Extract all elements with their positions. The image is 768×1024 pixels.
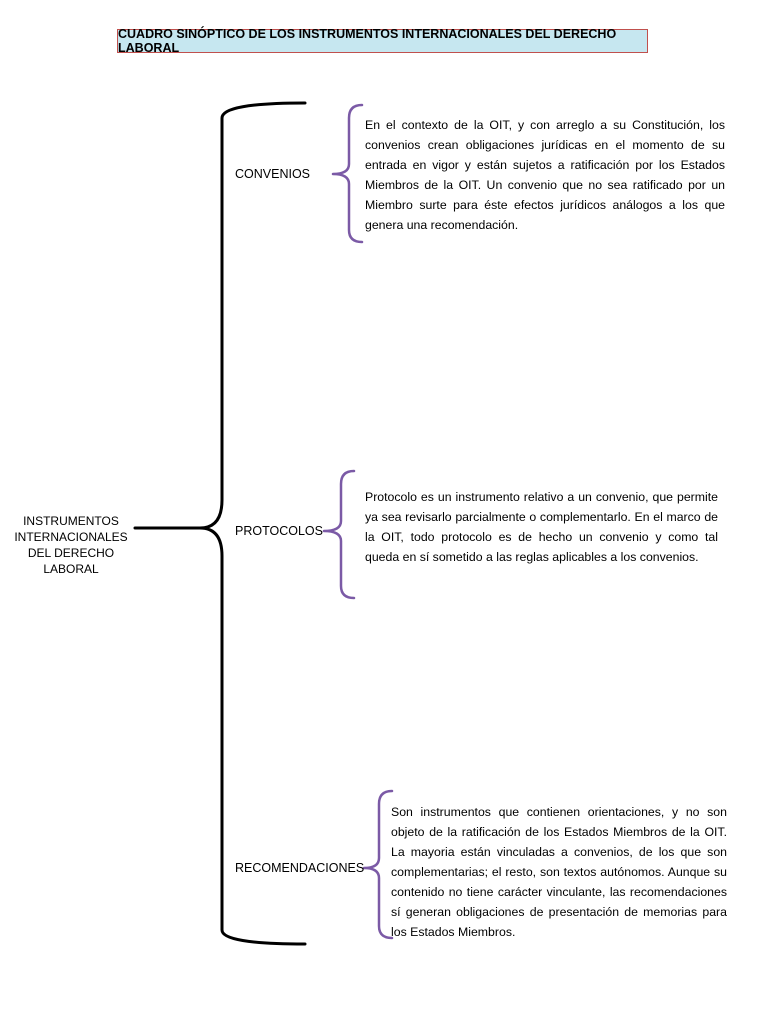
root-line: INSTRUMENTOS [23, 514, 119, 528]
page-title-text: CUADRO SINÓPTICO DE LOS INSTRUMENTOS INTERNACIONALES DEL DERECHO LABORAL [118, 27, 617, 55]
root-concept [12, 513, 130, 577]
sub-brace-recomendaciones [364, 791, 392, 938]
description-convenios [365, 115, 725, 235]
sub-brace-convenios [333, 105, 362, 242]
category-label-convenios: CONVENIOS [235, 167, 311, 181]
description-text: Protocolo es un instrumento relativo a un convenio, que permite ya sea revisarlo parcialmente o complementarlo. En el marco de la OIT, todo protocolo es de hecho un convenio y como tal queda en sí sometido a las reglas aplicables a los convenios. [365, 490, 718, 564]
description-recomendaciones [391, 802, 727, 942]
category-label-recomendaciones: RECOMENDACIONES [235, 861, 365, 875]
root-line: LABORAL [43, 562, 99, 576]
description-protocolos [365, 487, 718, 567]
category-label-protocolos: PROTOCOLOS [235, 524, 323, 538]
root-line: INTERNACIONALES [14, 530, 128, 544]
description-text: En el contexto de la OIT, y con arreglo a su Constitución, los convenios crean obligaciones jurídicas en el momento de su entrada en vigor y están sujetos a ratificación por los Estados Miembros de la OIT. Un convenio que no sea ratificado por un Miembro surte para éste efectos jurídicos análogos a los que genera una recomendación. [365, 118, 725, 232]
root-line: DEL DERECHO [27, 546, 115, 560]
sub-brace-protocolos [324, 471, 354, 598]
description-text: Son instrumentos que contienen orientaciones, y no son objeto de la ratificación de los Estados Miembros de la OIT. La mayoria están vinculadas a convenios, de los que son complementarias; el resto, son textos autónomos. Aunque su contenido no tiene carácter vinculante, las recomendaciones sí generan obligaciones de presentación de memorias para los Estados Miembros. [391, 805, 727, 939]
